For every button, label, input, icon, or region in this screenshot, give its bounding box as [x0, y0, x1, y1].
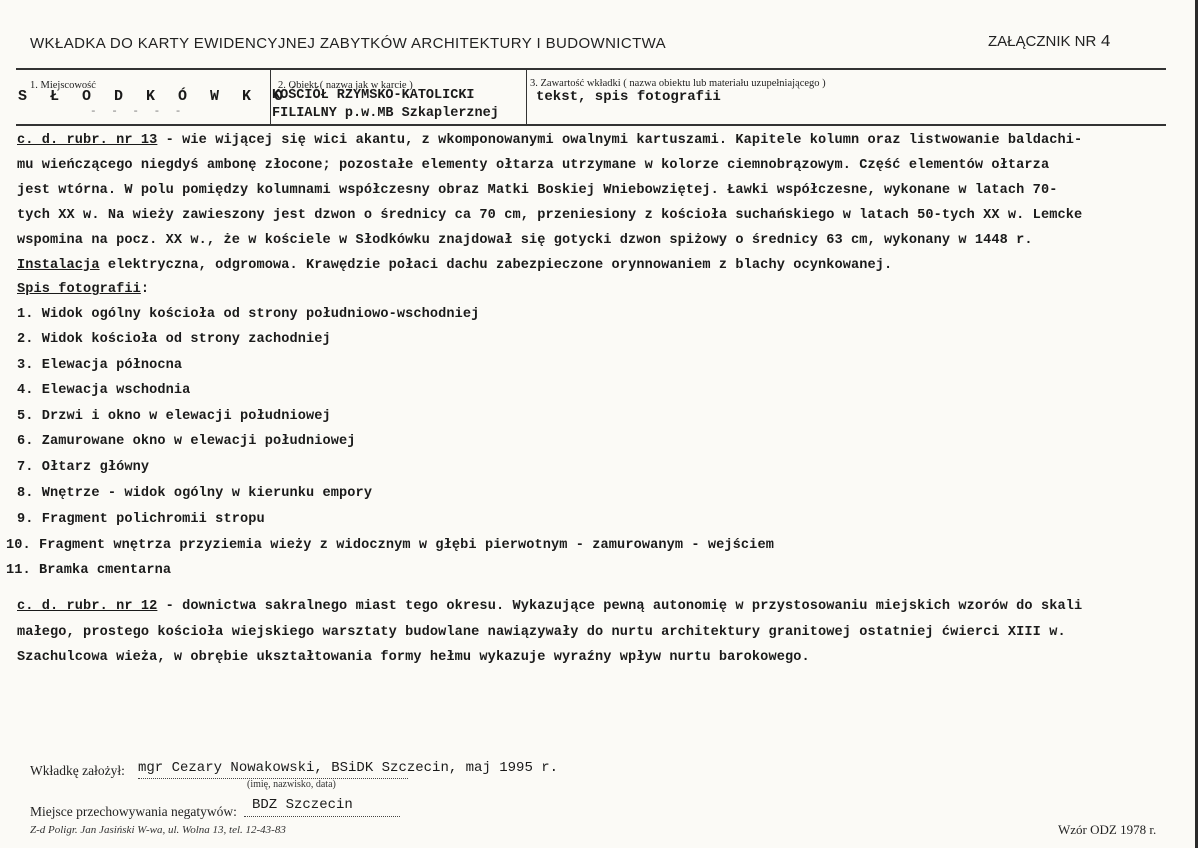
locality-value: S Ł O D K Ó W K O: [18, 88, 291, 105]
body-line: małego, prostego kościoła wiejskiego warsztaty budowlane nawiązywały do nurtu architektury granitowej ostatniej ćwierci XIII w.: [17, 625, 1066, 640]
photos-heading: [17, 282, 149, 297]
field-divider-2: [526, 70, 527, 124]
photo-item: 2. Widok kościoła od strony zachodniej: [17, 332, 331, 347]
body-text: - wie wijącej się wici akantu, z wkomponowanymi owalnymi kartuszami. Kapitele kolumn oraz listwowanie baldachi-: [157, 133, 1083, 148]
negatives-label: Miejsce przechowywania negatywów:: [30, 804, 237, 819]
photo-item: 10. Fragment wnętrza przyziemia wieży z widocznym w głębi pierwotnym - zamurowanym - wejściem: [6, 538, 774, 553]
object-label: 2. Obiekt ( nazwa jak w karcie ): [278, 80, 413, 91]
author-hint: (imię, nazwisko, data): [247, 779, 336, 790]
body-line: jest wtórna. W polu pomiędzy kolumnami współczesny obraz Matki Boskiej Wniebowziętej. Ławki współczesne, wykonane w latach 70-: [17, 183, 1058, 198]
body-line: tych XX w. Na wieży zawieszony jest dzwon o średnicy ca 70 cm, przeniesiony z kościoła suchańskiego w latach 50-tych XX w. Lemcke: [17, 208, 1083, 223]
photo-item: 3. Elewacja północna: [17, 358, 183, 373]
printer-imprint: Z-d Poligr. Jan Jasiński W-wa, ul. Wolna 13, tel. 12-43-83: [30, 824, 286, 836]
photos-heading-colon: :: [140, 282, 150, 297]
negatives-dotted-line: [244, 816, 400, 817]
installation-word: Instalacja: [17, 258, 100, 273]
photos-heading-text: Spis fotografii: [17, 282, 141, 297]
annex-label-text: ZAŁĄCZNIK NR: [988, 33, 1097, 50]
top-rule: [16, 68, 1166, 70]
locality-extra: - - - - -: [90, 106, 186, 118]
body-line: [17, 133, 1082, 148]
author-value: mgr Cezary Nowakowski, BSiDK Szczecin, maj 1995 r.: [138, 760, 559, 776]
body-line: Szachulcowa wieża, w obrębie ukształtowania formy hełmu wykazuje wyraźny wpływ nurtu barokowego.: [17, 650, 810, 665]
content-value: tekst, spis fotografii: [536, 89, 721, 105]
content-label: 3. Zawartość wkładki ( nazwa obiektu lub materiału uzupełniającego ): [530, 78, 826, 89]
photo-item: 7. Ołtarz główny: [17, 460, 150, 475]
locality-label: 1. Miejscowość: [30, 80, 96, 91]
photo-item: 1. Widok ogólny kościoła od strony południowo-wschodniej: [17, 307, 480, 322]
object-value-line2: FILIALNY p.w.MB Szkaplerznej: [272, 106, 499, 121]
object-value-line1: KOŚCIÓŁ RZYMSKO-KATOLICKI: [272, 88, 475, 103]
negatives-value: BDZ Szczecin: [252, 797, 353, 813]
photo-item: 8. Wnętrze - widok ogólny w kierunku empory: [17, 486, 373, 501]
body-text: - downictwa sakralnego miast tego okresu. Wykazujące pewną autonomię w przystosowaniu miejskich wzorów do skali: [157, 599, 1083, 614]
photo-item: 5. Drzwi i okno w elewacji południowej: [17, 409, 331, 424]
photo-item: 11. Bramka cmentarna: [6, 563, 172, 578]
annex-number: 4: [1100, 33, 1111, 52]
photo-item: 6. Zamurowane okno w elewacji południowej: [17, 434, 356, 449]
form-title: WKŁADKA DO KARTY EWIDENCYJNEJ ZABYTKÓW ARCHITEKTURY I BUDOWNICTWA: [30, 35, 667, 52]
rubric-ref: c. d. rubr. nr 13: [17, 133, 158, 148]
body-line: [17, 599, 1082, 614]
body-line: mu wieńczącego niegdyś ambonę złocone; pozostałe elementy ołtarza utrzymane w kolorze ciemnobrązowym. Część elementów ołtarza: [17, 158, 1050, 173]
rubric-ref: c. d. rubr. nr 12: [17, 599, 158, 614]
photo-item: 9. Fragment polichromii stropu: [17, 512, 265, 527]
author-label: Wkładkę założył:: [30, 763, 125, 778]
field-bottom-rule: [16, 124, 1166, 126]
body-line: wspomina na pocz. XX w., że w kościele w Słodkówku znajdował się gotycki dzwon spiżowy o średnicy 63 cm, wykonany w 1448 r.: [17, 233, 1033, 248]
installation-line: [17, 258, 892, 273]
installation-text: elektryczna, odgromowa. Krawędzie połaci dachu zabezpieczone orynnowaniem z blachy ocynkowanej.: [99, 258, 893, 273]
photo-item: 4. Elewacja wschodnia: [17, 383, 191, 398]
form-code: Wzór ODZ 1978 r.: [1058, 822, 1157, 837]
annex-label: [988, 33, 1111, 52]
